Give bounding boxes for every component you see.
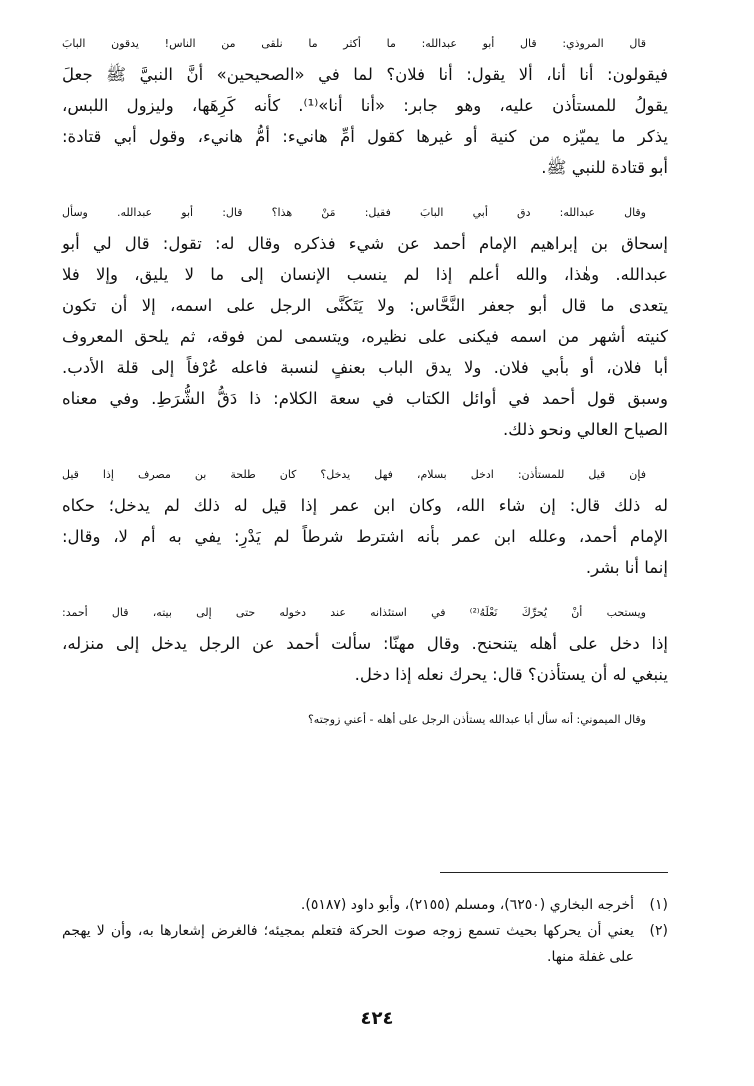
paragraph-nal <box>62 597 668 690</box>
text-line: كنيته أشهر من اسمه فيكنى على نظيره، ويتسمى لمن فوقه، ثم يلحق المعروف <box>62 327 668 346</box>
paragraph-marwadhi <box>62 28 668 183</box>
text-line: أبا فلان، أو بأبي فلان. ولا يدق الباب بعنفٍ لنسبة فاعله عُرْفاً إلى قلة الأدب. <box>62 358 668 377</box>
paragraph-maymuni <box>62 704 668 735</box>
paragraph-abdullah <box>62 197 668 445</box>
text-line: فيقولون: أنا أنا، ألا يقول: أنا فلان؟ لما في «الصحيحين» أنَّ النبيَّ ﷺ جعلَ <box>62 65 668 84</box>
text-line: الإمام أحمد، وعلله ابن عمر بأنه اشترط شرطاً لم يَدْرِ: يفي به أم لا، وقال: <box>62 527 668 546</box>
footnotes <box>62 892 668 970</box>
page-number: ٤٢٤ <box>360 1008 394 1029</box>
text-line: وقال عبدالله: دق أبي البابَ فقيل: مَنْ هذا؟ قال: أبو عبدالله. وسأل <box>62 206 646 219</box>
paragraph-mustadhin <box>62 459 668 583</box>
text-line: ويستحب أنْ يُحرِّكَ نَعْلَهُ⁽²⁾ في استئذانه عند دخوله حتى إلى بيته، قال أحمد: <box>62 606 646 619</box>
footnote-text: أخرجه البخاري (٦٢٥٠)، ومسلم (٢١٥٥)، وأبو داود (٥١٨٧). <box>300 897 634 913</box>
footnote-separator <box>440 872 668 873</box>
text-line: وقال الميموني: أنه سأل أبا عبدالله يستأذن الرجل على أهله - أعني زوجته؟ <box>307 713 646 726</box>
footnote-number: (٢) <box>649 923 668 939</box>
footnote-item <box>62 892 668 918</box>
text-line: إنما أنا بشر. <box>585 558 668 577</box>
text-line: فإن قيل للمستأذن: ادخل بسلام، فهل يدخل؟ كان طلحة بن مصرف إذا قيل <box>62 468 646 481</box>
text-line: قال المروذي: قال أبو عبدالله: ما أكثر ما نلقى من الناس! يدقون البابَ <box>62 37 646 50</box>
text-line: أبو قتادة للنبي ﷺ. <box>541 158 668 177</box>
text-line: يتعدى ما قال أبو جعفر النَّحَّاس: ولا يَتَكَنَّى الرجل على اسمه، إلا أن تكون <box>62 296 668 315</box>
text-line: إسحاق بن إبراهيم الإمام أحمد عن شيء فذكره وقال له: تقول: قال لي أبو <box>62 234 668 253</box>
footnote-text: يعني أن يحركها بحيث تسمع زوجه صوت الحركة فتعلم بمجيئه؛ فالغرض إشعارها به، وأن لا يهجم على غفلة منها. <box>62 923 634 965</box>
text-line: يذكر ما يميّزه من كنية أو غيرها كقول أمِّ هانيء: أمُّ هانيء، وقول أبي قتادة: <box>62 127 668 146</box>
text-line: له ذلك قال: إن شاء الله، وكان ابن عمر إذا قيل له ذلك لم يدخل؛ حكاه <box>62 496 668 515</box>
footnote-item <box>62 918 668 970</box>
text-line: عبدالله. وهٰذا، والله أعلم إذا لم ينسب الإنسان إلى ما لا يليق، وإلا فلا <box>62 265 668 284</box>
main-text <box>62 28 668 749</box>
text-line: إذا دخل على أهله يتنحنح. وقال مهنّا: سألت أحمد عن الرجل يدخل إلى منزله، <box>62 634 668 653</box>
footnote-number: (١) <box>649 897 668 913</box>
text-line: وسبق قول أحمد في أوائل الكتاب في سعة الكلام: ذا دَقُّ الشُّرَطِ. وفي معناه <box>62 389 668 408</box>
text-line: ينبغي له أن يستأذن؟ قال: يحرك نعله إذا دخل. <box>354 665 668 684</box>
text-line: الصياح العالي ونحو ذلك. <box>503 420 668 439</box>
text-line: يقولُ للمستأذن عليه، وهو جابر: «أنا أنا»⁽¹⁾. كأنه كَرِهَها، وليزول اللبس، <box>62 96 668 115</box>
